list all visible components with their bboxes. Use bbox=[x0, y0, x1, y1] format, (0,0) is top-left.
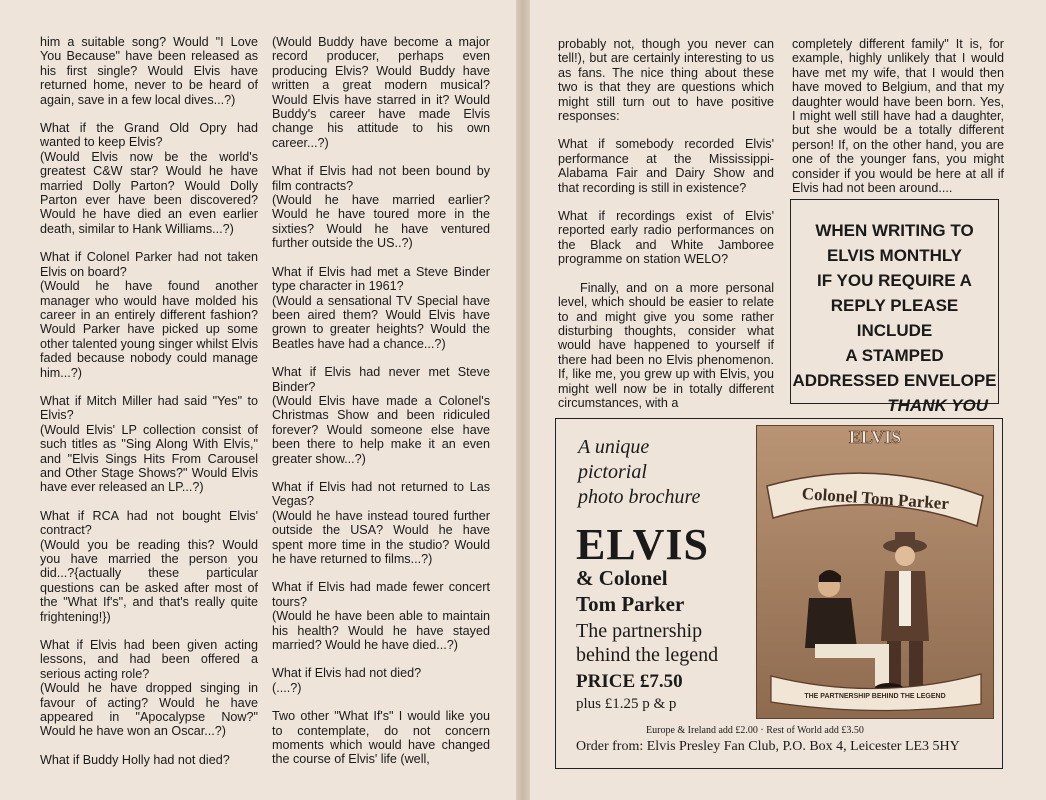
paragraph: (Would Buddy have become a major record producer, perhaps even producing Elvis? Would Buddy have written a great modern musical? Would Elvis have starred in it? Would Buddy's career have made Elvis change his attitude to his own career...?) bbox=[272, 35, 490, 150]
ad-colonel-heading: & Colonel Tom Parker bbox=[576, 566, 685, 616]
ad-postage: plus £1.25 p & p bbox=[576, 696, 677, 712]
left-column-2 bbox=[272, 35, 490, 781]
right-column-1 bbox=[558, 37, 774, 424]
paragraph: What if Mitch Miller had said "Yes" to Elvis? (Would Elvis' LP collection consist of such titles as "Sing Along With Elvis," and "Elvis Sings Hits From Carousel and Other Stage Shows?" Would Elvis have ever released an LP...?) bbox=[40, 393, 258, 495]
notice-line: A STAMPED bbox=[845, 346, 944, 365]
paragraph: What if Elvis had been given acting lessons, and had been offered a serious acting role? (Would he have dropped singing in favour of acting? Would he have appeared in "Apocalypse Now?" Would he have won an Oscar...?) bbox=[40, 638, 258, 739]
paragraph: What if Buddy Holly had not died? bbox=[40, 752, 230, 767]
paragraph: What if Elvis had never met Steve Binder? (Would Elvis have made a Colonel's Christmas Show and been ridiculed forever? Would someone else have been there to help make it an even greater show...?) bbox=[272, 365, 490, 466]
paragraph: Finally, and on a more personal level, which should be easier to relate to and might give you some rather disturbing thoughts, consider what would have happened to yourself if there had been no Elvis phenomenon. If, like me, you grew up with Elvis, you might well now be in totally different circumstances, with a bbox=[558, 280, 774, 410]
paragraph: What if Elvis had met a Steve Binder type character in 1961? (Would a sensational TV Special have been aired them? Would Elvis have grown to greater heights? Would the Beatles have had a chance...?) bbox=[272, 264, 490, 351]
notice-line: ADDRESSED ENVELOPE bbox=[792, 371, 997, 390]
paragraph: What if recordings exist of Elvis' reported early radio performances on the Black and White Jamboree programme on station WELO? bbox=[558, 209, 774, 267]
cover-footer-text: THE PARTNERSHIP BEHIND THE LEGEND bbox=[804, 693, 946, 700]
paragraph: What if Elvis had made fewer concert tours? (Would he have been able to maintain his health? Would he have stayed married? Would he have died...?) bbox=[272, 580, 490, 653]
ad-price: PRICE £7.50 bbox=[576, 671, 683, 692]
left-column-1 bbox=[40, 35, 258, 781]
ad-order-address: Order from: Elvis Presley Fan Club, P.O. Box 4, Leicester LE3 5HY bbox=[576, 739, 960, 754]
notice-thanks: THANK YOU bbox=[887, 396, 988, 415]
notice-line: WHEN WRITING TO bbox=[815, 221, 974, 240]
notice-line: IF YOU REQUIRE A bbox=[817, 271, 972, 290]
right-column-2 bbox=[792, 37, 1004, 209]
paragraph: completely different family" It is, for example, highly unlikely that I would have met my wife, that I would then have moved to Belgium, and that my daughter would have been born. Yes, I might well still have had a daughter, but she would be a totally different person! If, on the other hand, you are one of the younger fans, you might consider if you would be here at all if Elvis had not been around.... bbox=[792, 37, 1004, 196]
notice-line: ELVIS MONTHLY bbox=[826, 246, 963, 265]
cover-title-text: ELVIS bbox=[848, 427, 902, 447]
brochure-cover-illustration bbox=[757, 426, 993, 718]
ad-elvis-heading: ELVIS bbox=[576, 520, 710, 569]
paragraph: What if RCA had not bought Elvis' contract? (Would you be reading this? Would you have married the person you did...?{actually these particular questions can be asked after most of the "What If's", and that's really quite frightening!}) bbox=[40, 508, 258, 624]
ad-partnership-text: The partnership behind the legend bbox=[576, 620, 719, 666]
paragraph: him a suitable song? Would "I Love You Because" have been released as his first single? Would Elvis have returned home, never to be heard of again, save in a few local dives...?) bbox=[40, 35, 258, 107]
writing-notice-box bbox=[790, 199, 999, 415]
cover-banner-text: Colonel Tom Parker bbox=[801, 483, 950, 514]
brochure-cover-photo bbox=[756, 425, 994, 719]
paragraph: What if somebody recorded Elvis' performance at the Mississippi-Alabama Fair and Dairy Show and that recording is still in existence? bbox=[558, 137, 774, 195]
paragraph: What if Elvis had not returned to Las Vegas? (Would he have instead toured further outside the USA? Would he have spent more time in the studio? Would he have returned to films...?) bbox=[272, 479, 490, 566]
paragraph: What if Elvis had not died? (....?) bbox=[272, 666, 422, 695]
ad-shipping-rates: Europe & Ireland add £2.00 · Rest of World add £3.50 bbox=[646, 725, 864, 736]
ad-tagline: A unique pictorial photo brochure bbox=[578, 436, 701, 508]
page-gutter bbox=[516, 0, 530, 800]
paragraph: probably not, though you never can tell!), but are certainly interesting to us as fans. The nice thing about these two is that they are questions which might still turn out to have positive responses: bbox=[558, 37, 774, 124]
paragraph: What if Elvis had not been bound by film contracts? (Would he have married earlier? Would he have toured more in the sixties? Would he have ventured further outside the US..?) bbox=[272, 164, 490, 251]
paragraph: What if Colonel Parker had not taken Elvis on board? (Would he have found another manager who would have molded his career in an entirely different fashion? Would Parker have picked up some other talented young singer whilst Elvis faded because nobody could manage him...?) bbox=[40, 250, 258, 380]
notice-line: REPLY PLEASE INCLUDE bbox=[830, 296, 959, 340]
paragraph: Two other "What If's" I would like you to contemplate, do not concern moments which would have changed the course of Elvis' life (well, bbox=[272, 709, 490, 767]
brochure-advertisement bbox=[555, 418, 1003, 769]
paragraph: What if the Grand Old Opry had wanted to keep Elvis? (Would Elvis now be the world's greatest C&W star? Would he have married Dolly Parton? Would Dolly Parton ever have been discovered? Would he have died an even earlier death, similar to Hank Williams...?) bbox=[40, 121, 258, 236]
